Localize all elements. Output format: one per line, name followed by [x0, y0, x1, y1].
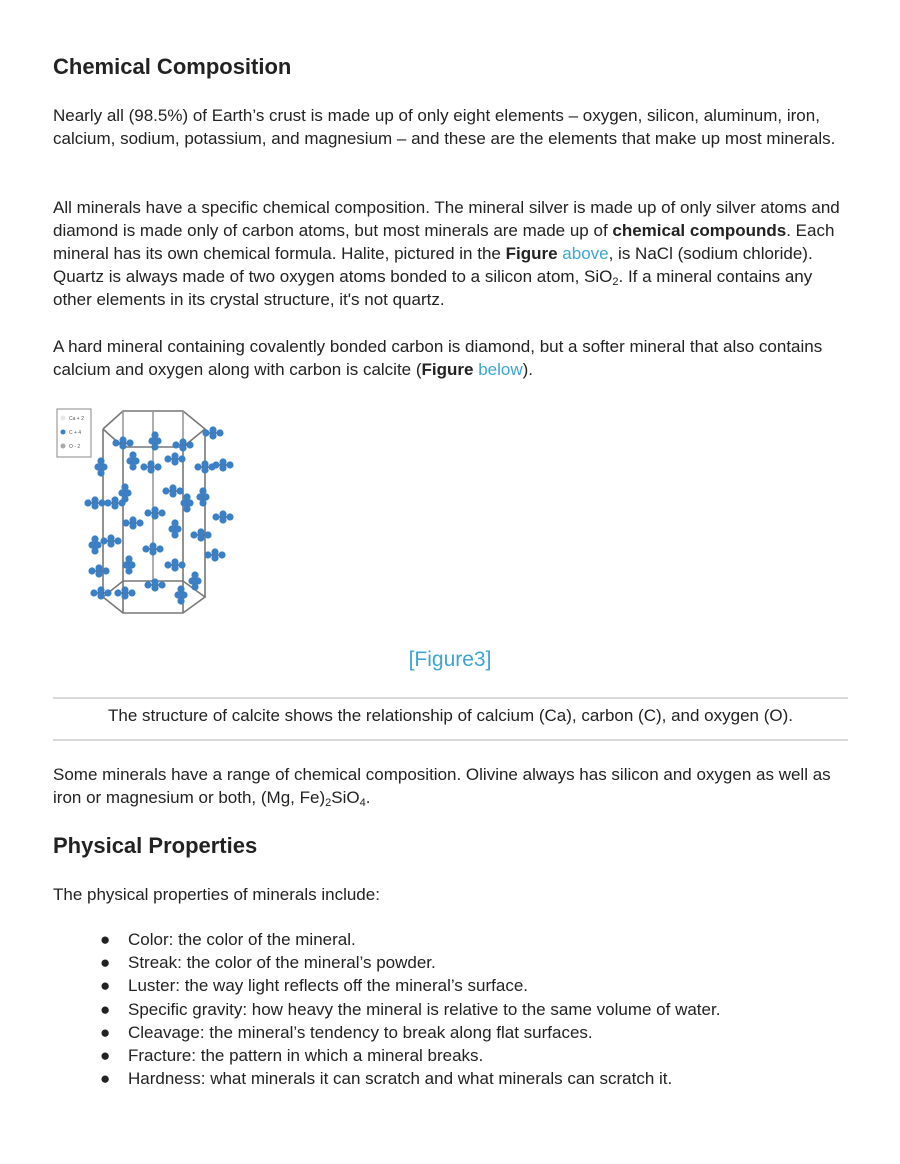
atom: [209, 432, 216, 439]
paragraph-specific-composition: All minerals have a specific chemical composition. The mineral silver is made up of only silver atoms and diamond is made only of carbon atoms, but most minerals are made up of chemical compounds. Each mineral has its own chemical formula. Halite, pictured in the Figure above, is NaCl (sodium chloride). Quartz is always made of two oxygen atoms bonded to a silicon atom, SiO$_2$. If a mineral contains any other elements in its crystal structure, it's not quartz.: [53, 198, 840, 309]
paragraph-calcite: A hard mineral containing covalently bonded carbon is diamond, but a softer mineral that also contains calcium and oxygen along with carbon is calcite (Figure below).: [53, 337, 823, 379]
legend-o: O - 2: [69, 444, 81, 450]
atom: [176, 487, 183, 494]
carbonate-group: [144, 506, 165, 519]
atom: [90, 589, 97, 596]
atom: [125, 567, 132, 574]
atom: [100, 537, 107, 544]
atom: [178, 561, 185, 568]
legend-c: C + 4: [69, 430, 82, 436]
oxygen-legend-dot: [61, 444, 66, 449]
carbonate-group: [212, 458, 233, 471]
carbonate-group: [88, 564, 109, 577]
caption-rule-top: [53, 697, 848, 699]
carbonate-group: [204, 548, 225, 561]
atom: [171, 564, 178, 571]
atom: [95, 570, 102, 577]
paragraph-earth-crust: Nearly all (98.5%) of Earth’s crust is made up of only eight elements – oxygen, silicon, aluminum, iron, calcium, sodium, potassium, and magnesium – and these are the elements that make up most minerals.: [53, 106, 836, 148]
atom: [151, 443, 158, 450]
carbonate-group: [142, 542, 163, 555]
atom: [98, 499, 105, 506]
atom: [114, 589, 121, 596]
atom: [142, 545, 149, 552]
carbonate-group: [114, 586, 135, 599]
atom: [91, 502, 98, 509]
atom: [204, 531, 211, 538]
atom: [136, 519, 143, 526]
list-item: ● Fracture: the pattern in which a mineral breaks.: [53, 1044, 720, 1067]
carbonate-group: [118, 483, 131, 502]
atom: [121, 592, 128, 599]
atom: [177, 597, 184, 604]
atom: [111, 502, 118, 509]
bullet-icon: ●: [100, 976, 111, 996]
atom: [112, 439, 119, 446]
carbonate-group: [190, 528, 211, 541]
atom: [151, 512, 158, 519]
carbonate-group: [140, 460, 161, 473]
atom: [114, 537, 121, 544]
atom: [171, 458, 178, 465]
atom: [219, 516, 226, 523]
atom: [151, 584, 158, 591]
bullet-icon: ●: [100, 930, 111, 949]
atom-groups: [84, 426, 233, 604]
atom: [129, 463, 136, 470]
atom: [186, 441, 193, 448]
atom: [156, 545, 163, 552]
atom: [84, 499, 91, 506]
bullet-icon: ●: [100, 1022, 111, 1042]
atom: [202, 429, 209, 436]
atom: [158, 509, 165, 516]
carbonate-group: [122, 555, 135, 574]
list-item: ● Hardness: what minerals it can scratch and what minerals can scratch it.: [53, 1067, 720, 1090]
atom: [204, 551, 211, 558]
atom: [97, 469, 104, 476]
caption-rule-bottom: [53, 739, 848, 741]
atom: [199, 499, 206, 506]
atom: [194, 463, 201, 470]
atom: [172, 441, 179, 448]
carbonate-group: [212, 510, 233, 523]
atom: [212, 461, 219, 468]
list-item: ● Cleavage: the mineral’s tendency to break along flat surfaces.: [53, 1021, 720, 1044]
calcite-structure-image: [55, 405, 235, 620]
atom: [164, 455, 171, 462]
carbonate-group: [90, 586, 111, 599]
atom: [128, 589, 135, 596]
figure-caption: The structure of calcite shows the relationship of calcium (Ca), carbon (C), and oxygen (O).: [107, 706, 793, 725]
carbonate-group: [162, 484, 183, 497]
atom: [216, 429, 223, 436]
paragraph-physical-intro: The physical properties of minerals include:: [53, 885, 380, 904]
link-figure-below[interactable]: below: [478, 360, 523, 379]
figure-legend: [57, 409, 91, 457]
list-item: ● Luster: the way light reflects off the mineral’s surface.: [53, 974, 720, 997]
calcium-legend-dot: [61, 416, 66, 421]
carbonate-group: [196, 487, 209, 506]
section-heading-physical-properties: Physical Properties: [53, 833, 258, 858]
carbonate-group: [88, 535, 101, 554]
atom: [144, 509, 151, 516]
atom: [158, 581, 165, 588]
bullet-icon: ●: [100, 1046, 111, 1066]
carbonate-group: [174, 585, 187, 604]
carbonate-group: [168, 519, 181, 538]
list-item: ● Specific gravity: how heavy the mineral is relative to the same volume of water.: [53, 998, 720, 1021]
atom: [140, 463, 147, 470]
atom: [144, 581, 151, 588]
atom: [126, 439, 133, 446]
list-item: ● Streak: the color of the mineral’s powder.: [53, 951, 720, 974]
atom: [191, 583, 198, 590]
atom: [226, 513, 233, 520]
atom: [226, 461, 233, 468]
carbon-legend-dot: [61, 430, 66, 435]
carbonate-group: [122, 516, 143, 529]
atom: [107, 540, 114, 547]
atom: [179, 444, 186, 451]
atom: [122, 519, 129, 526]
atom: [104, 589, 111, 596]
atom: [178, 455, 185, 462]
atom: [147, 466, 154, 473]
carbonate-group: [126, 451, 139, 470]
atom: [118, 499, 125, 506]
atom: [197, 534, 204, 541]
list-item: ● Color: the color of the mineral.: [53, 928, 720, 951]
bullet-icon: ●: [100, 999, 111, 1019]
atom: [171, 531, 178, 538]
carbonate-group: [94, 457, 107, 476]
atom: [190, 531, 197, 538]
atom: [211, 554, 218, 561]
section-heading-chemical-composition: Chemical Composition: [53, 54, 292, 79]
bullet-icon: ●: [100, 1069, 111, 1089]
atom: [201, 466, 208, 473]
figure3-link[interactable]: [Figure3]: [408, 648, 492, 671]
atom: [162, 487, 169, 494]
atom: [129, 522, 136, 529]
term-chemical-compounds: chemical compounds: [612, 221, 787, 240]
atom: [149, 548, 156, 555]
atom: [212, 513, 219, 520]
link-figure-above[interactable]: above: [562, 244, 609, 263]
atom: [169, 490, 176, 497]
legend-ca: Ca + 2: [69, 416, 84, 422]
atom: [218, 551, 225, 558]
bullet-icon: ●: [100, 953, 111, 973]
physical-properties-list: [53, 928, 720, 1090]
atom: [219, 464, 226, 471]
atom: [97, 592, 104, 599]
atom: [164, 561, 171, 568]
atom: [119, 442, 126, 449]
carbonate-group: [194, 460, 215, 473]
carbonate-group: [188, 571, 201, 590]
atom: [91, 547, 98, 554]
atom: [183, 505, 190, 512]
atom: [88, 567, 95, 574]
paragraph-olivine: Some minerals have a range of chemical composition. Olivine always has silicon and oxygen as well as iron or magnesium or both, (Mg, $Fe)_2SiO_4$.: [53, 765, 831, 809]
atom: [154, 463, 161, 470]
atom: [102, 567, 109, 574]
